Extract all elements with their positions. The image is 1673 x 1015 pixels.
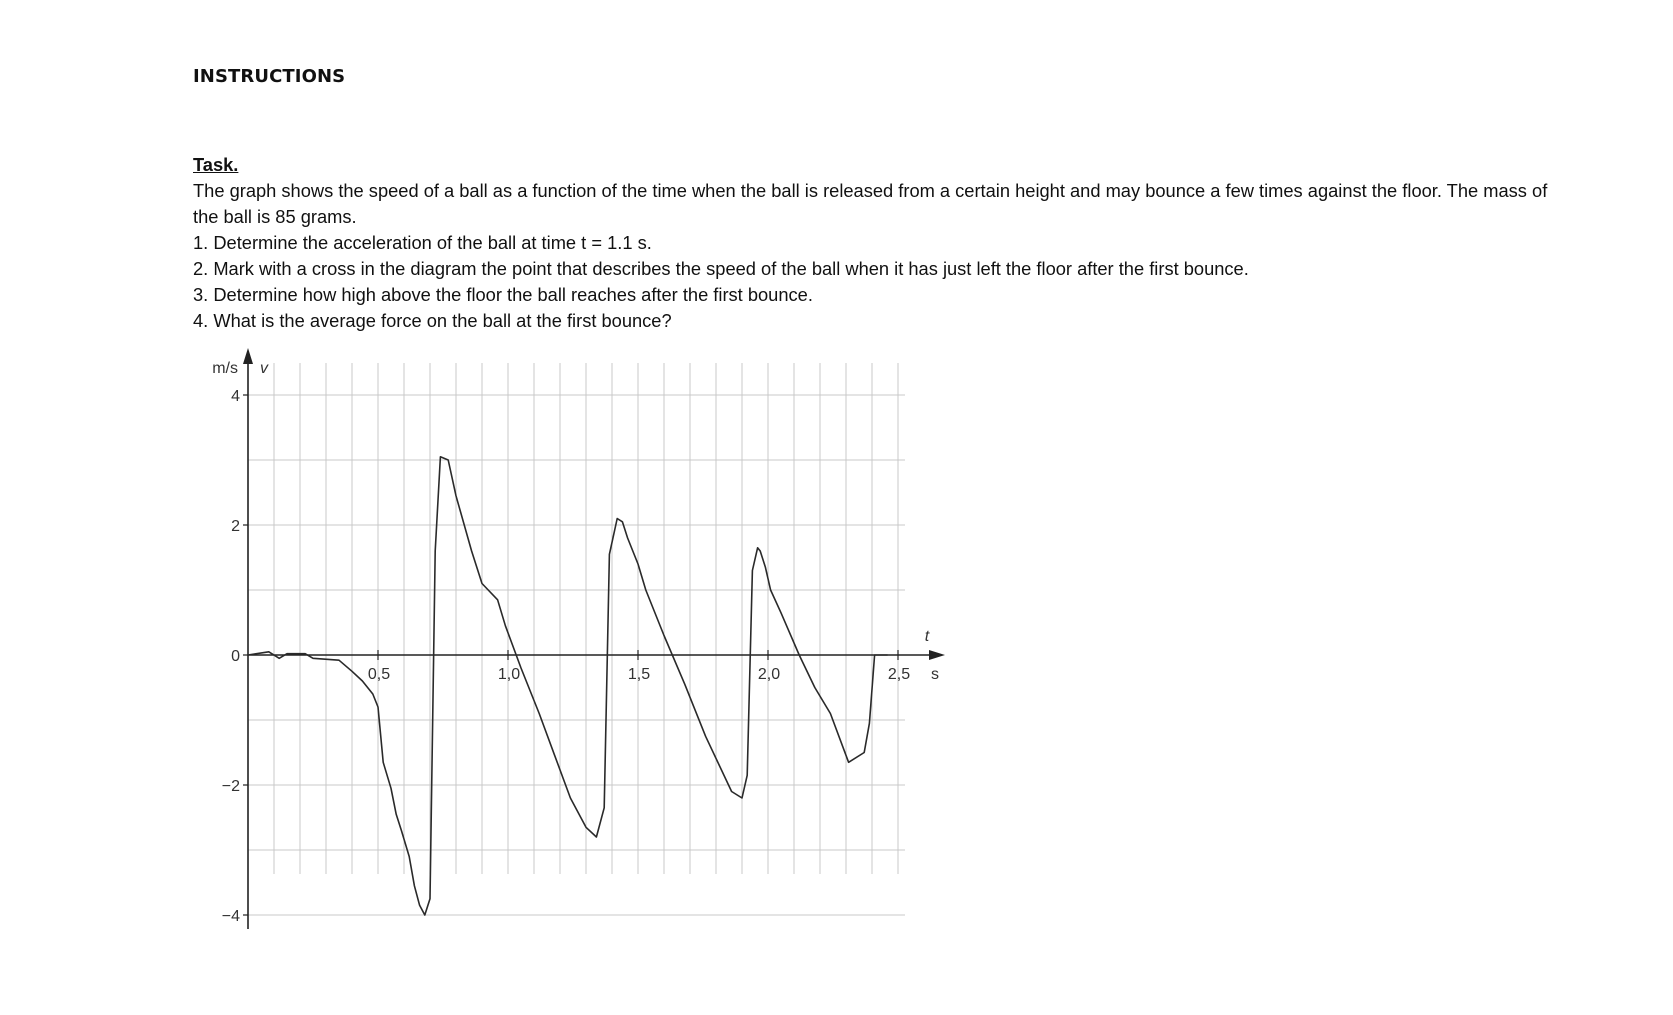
y-symbol-label: v [260, 360, 268, 377]
task-label: Task. [193, 154, 239, 175]
x-axis-arrow [929, 650, 945, 660]
question-2: 2. Mark with a cross in the diagram the point that describes the speed of the ball when it has just left the floor after the first bounce. [193, 258, 1249, 279]
y-tick-label: 2 [231, 518, 240, 535]
x-tick-label: 1,5 [627, 666, 651, 683]
y-tick-label: 0 [231, 648, 240, 665]
x-tick-label: 2,5 [887, 666, 911, 683]
x-tick-label: 2,0 [757, 666, 781, 683]
velocity-curve [248, 457, 888, 915]
velocity-time-chart [190, 348, 950, 948]
page-heading: INSTRUCTIONS [193, 66, 346, 87]
question-1: 1. Determine the acceleration of the ball at time t = 1.1 s. [193, 232, 652, 253]
question-4: 4. What is the average force on the ball at the first bounce? [193, 310, 672, 331]
y-tick-label: 4 [231, 388, 240, 405]
chart-labels [212, 360, 939, 925]
question-3: 3. Determine how high above the floor the ball reaches after the first bounce. [193, 284, 813, 305]
y-axis-arrow [243, 348, 253, 364]
task-content [193, 152, 1553, 334]
task-intro: The graph shows the speed of a ball as a function of the time when the ball is released from a certain height and may bounce a few times against the floor. The mass of the ball is 85 grams. [193, 180, 1548, 227]
x-tick-label: 0,5 [367, 666, 391, 683]
y-unit-label: m/s [212, 360, 238, 377]
chart-axes [243, 348, 945, 929]
y-tick-label: −2 [221, 778, 240, 795]
x-unit-label: s [931, 666, 939, 683]
chart-grid [248, 363, 905, 915]
x-tick-label: 1,0 [497, 666, 521, 683]
x-symbol-label: t [924, 628, 930, 645]
y-tick-label: −4 [221, 908, 240, 925]
